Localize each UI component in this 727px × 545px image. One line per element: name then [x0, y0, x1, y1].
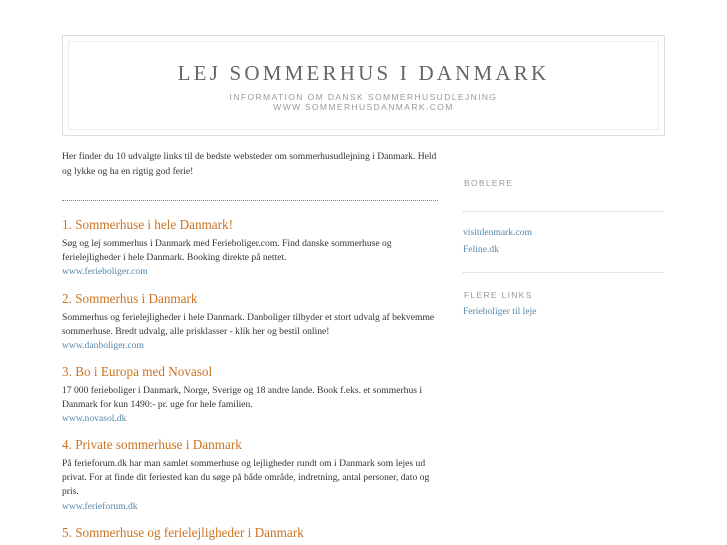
post-title[interactable]: 1. Sommerhuse i hele Danmark! [62, 217, 234, 232]
sidebar-divider [463, 211, 663, 212]
post-link[interactable]: www.ferieforum.dk [62, 500, 138, 512]
description-line-1: INFORMATION OM DANSK SOMMERHUSUDLEJNING [229, 92, 498, 102]
post-3 [62, 364, 438, 425]
post-body: Sommerhus og ferielejligheder i hele Danmark. Danboliger tilbyder et stort udvalg af bekvemme sommerhuse. Bredt udvalg, alle prisklasser - klik her og bestil online! [62, 312, 435, 338]
post-5 [62, 525, 438, 541]
post-title[interactable]: 2. Sommerhus i Danmark [62, 291, 198, 306]
post-body: Søg og lej sommerhus i Danmark med Ferieboliger.com. Find danske sommerhuse og ferielejligheder i hele Danmark. Booking direkte på nettet. [62, 238, 392, 264]
description-line-2: WWW.SOMMERHUSDANMARK.COM [273, 102, 454, 112]
post-1 [62, 217, 438, 278]
sidebar-heading-flere-links: FLERE LINKS [464, 290, 533, 300]
sidebar-link-visitdenmark[interactable]: visitdenmark.com [463, 227, 533, 238]
post-title[interactable]: 5. Sommerhuse og ferielejligheder i Danmark [62, 525, 304, 540]
blog-title[interactable]: LEJ SOMMERHUS I DANMARK [177, 61, 550, 85]
post-link[interactable]: www.ferieboliger.com [62, 266, 148, 278]
header-inner [68, 41, 659, 130]
sidebar-link-ferieboliger[interactable]: Ferieboliger til leje [463, 306, 537, 317]
sidebar-divider [463, 272, 663, 273]
outer-wrapper [62, 35, 665, 136]
sidebar-link-feline[interactable]: Feline.dk [463, 244, 499, 255]
post-body: 17 000 ferieboliger i Danmark, Norge, Sverige og 18 andre lande. Book f.eks. et sommerhus i Danmark for kun 1490:- pr. uge for hele familien. [62, 385, 423, 411]
post-link[interactable]: www.novasol.dk [62, 413, 127, 425]
main-content [62, 149, 438, 540]
post-title[interactable]: 3. Bo i Europa med Novasol [62, 364, 213, 379]
header-box [62, 35, 665, 136]
post-body: På ferieforum.dk har man samlet sommerhuse og lejligheder rundt om i Danmark som lejes ud privat. For at finde dit feriested kan du søge på både område, indretning, antal personer, dato og pris. [62, 458, 430, 498]
post-2 [62, 291, 438, 352]
sidebar-heading-boblere: BOBLERE [464, 178, 514, 188]
intro-text: Her finder du 10 udvalgte links til de bedste websteder om sommerhusudlejning i Danmark. Held og lykke og ha en rigtig god ferie! [62, 151, 437, 177]
post-link[interactable]: www.danboliger.com [62, 340, 144, 352]
post-4 [62, 437, 438, 513]
blog-description [69, 92, 658, 112]
dotted-divider [62, 200, 438, 201]
post-title[interactable]: 4. Private sommerhuse i Danmark [62, 437, 242, 452]
